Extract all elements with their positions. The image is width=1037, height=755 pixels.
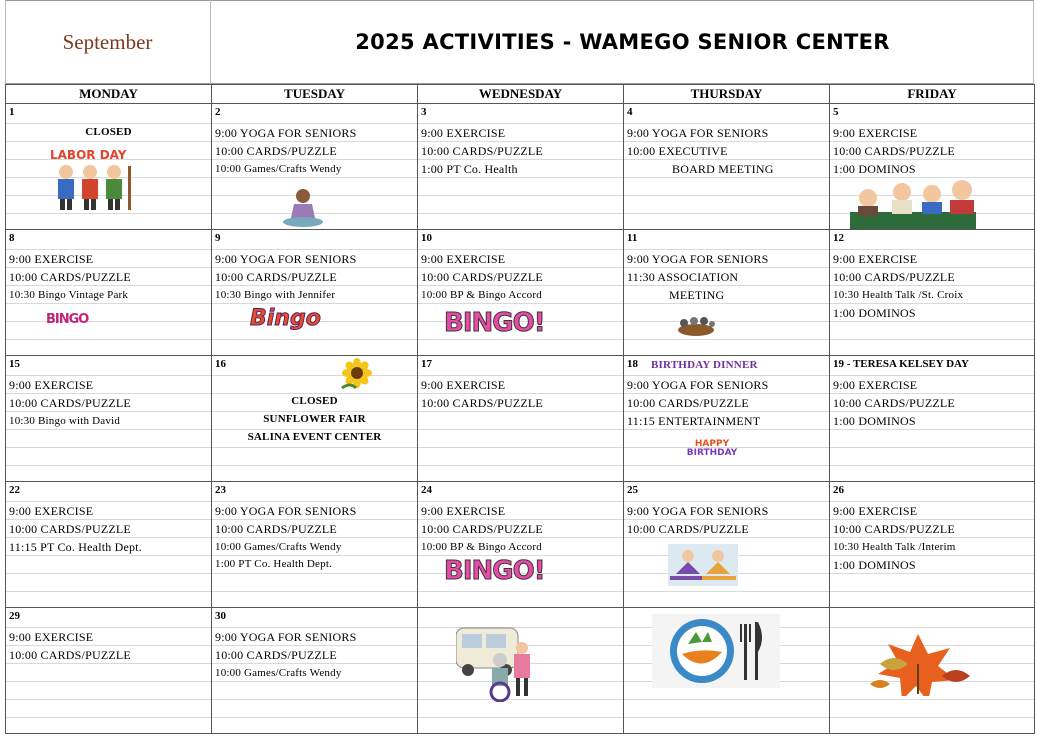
day-number: 29: [9, 610, 20, 622]
event-line: 1:00 DOMINOS: [833, 306, 916, 320]
event-line: 10:00 CARDS/PUZZLE: [215, 648, 337, 662]
event-line: 9:00 EXERCISE: [9, 378, 94, 392]
event-line: 9:00 EXERCISE: [421, 504, 506, 518]
event-line: 10:00 CARDS/PUZZLE: [215, 144, 337, 158]
empty-cell-wednesday: [418, 608, 624, 734]
event-line: 10:00 Games/Crafts Wendy: [215, 541, 342, 553]
event-line: 10:00 CARDS/PUZZLE: [627, 522, 749, 536]
day-number: 10: [421, 232, 432, 244]
day-number: 22: [9, 484, 20, 496]
day-cell-sep-26: [830, 482, 1035, 608]
day-number: 9: [215, 232, 221, 244]
bingo-icon: BINGO!: [444, 308, 545, 338]
event-line: 11:30 ASSOCIATION: [627, 270, 739, 284]
event-line: 10:00 BP & Bingo Accord: [421, 541, 542, 553]
day-cell-sep-9: [212, 230, 418, 356]
day-number: 15: [9, 358, 20, 370]
senior-transport-icon: [456, 624, 540, 702]
day-number: 19 - TERESA KELSEY DAY: [833, 358, 969, 370]
workers-icon: [52, 162, 142, 210]
birthday-dinner-label: BIRTHDAY DINNER: [651, 359, 758, 371]
meeting-table-icon: [676, 316, 716, 338]
autumn-leaves-icon: [860, 624, 976, 696]
event-line: 10:30 Health Talk /Interim: [833, 541, 956, 553]
day-number: 1: [9, 106, 15, 118]
day-cell-sep-15: [6, 356, 212, 482]
event-line: 9:00 EXERCISE: [9, 504, 94, 518]
event-line: 10:00 CARDS/PUZZLE: [833, 522, 955, 536]
day-cell-sep-29: [6, 608, 212, 734]
event-line: 10:00 CARDS/PUZZLE: [9, 396, 131, 410]
event-line: 9:00 EXERCISE: [833, 378, 918, 392]
happy-birthday-icon: [674, 440, 750, 458]
event-line: 9:00 YOGA FOR SENIORS: [627, 378, 769, 392]
closed-label: CLOSED: [85, 126, 132, 138]
day-cell-sep-18: [624, 356, 830, 482]
calendar-grid: [5, 84, 1034, 734]
event-line: 9:00 YOGA FOR SENIORS: [627, 126, 769, 140]
empty-cell-thursday: [624, 608, 830, 734]
event-line: 9:00 YOGA FOR SENIORS: [215, 252, 357, 266]
day-number: 26: [833, 484, 844, 496]
event-line: 10:00 CARDS/PUZZLE: [9, 522, 131, 536]
event-line: 9:00 YOGA FOR SENIORS: [627, 252, 769, 266]
event-line: 10:00 CARDS/PUZZLE: [627, 396, 749, 410]
day-header-friday: FRIDAY: [830, 84, 1035, 104]
labor-day-text: LABOR DAY: [50, 148, 127, 162]
event-line: 1:00 PT Co. Health: [421, 162, 518, 176]
event-line: 11:15 ENTERTAINMENT: [627, 414, 761, 428]
day-number: 23: [215, 484, 226, 496]
event-line: SALINA EVENT CENTER: [247, 431, 382, 443]
day-header-tuesday: TUESDAY: [212, 84, 418, 104]
day-number: 25: [627, 484, 638, 496]
day-cell-sep-1: [6, 104, 212, 230]
event-line: 9:00 YOGA FOR SENIORS: [215, 630, 357, 644]
day-cell-sep-5: [830, 104, 1035, 230]
day-cell-sep-22: [6, 482, 212, 608]
day-number: 4: [627, 106, 633, 118]
bingo-icon: BINGO: [46, 312, 89, 327]
event-line: 10:00 Games/Crafts Wendy: [215, 667, 342, 679]
event-line: 10:00 CARDS/PUZZLE: [421, 396, 543, 410]
event-line: 10:30 Bingo with David: [9, 415, 121, 427]
event-line: BOARD MEETING: [672, 162, 774, 176]
meal-plate-icon: [652, 614, 780, 688]
event-line: 10:00 CARDS/PUZZLE: [421, 522, 543, 536]
day-header-wednesday: WEDNESDAY: [418, 84, 624, 104]
event-line: 9:00 EXERCISE: [833, 252, 918, 266]
day-number: 8: [9, 232, 15, 244]
day-cell-sep-12: [830, 230, 1035, 356]
event-line: 10:00 CARDS/PUZZLE: [421, 270, 543, 284]
day-number: 16: [215, 358, 226, 370]
day-cell-sep-2: [212, 104, 418, 230]
event-line: 9:00 EXERCISE: [833, 126, 918, 140]
event-line: 10:00 BP & Bingo Accord: [421, 289, 542, 301]
event-line: 10:00 CARDS/PUZZLE: [9, 270, 131, 284]
event-line: 9:00 EXERCISE: [833, 504, 918, 518]
event-line: 1:00 DOMINOS: [833, 558, 916, 572]
event-line: 9:00 YOGA FOR SENIORS: [215, 126, 357, 140]
event-line: 10:00 CARDS/PUZZLE: [9, 648, 131, 662]
event-line: 10:00 CARDS/PUZZLE: [833, 396, 955, 410]
event-line: 10:00 CARDS/PUZZLE: [215, 270, 337, 284]
event-line: MEETING: [669, 288, 725, 302]
event-line: 9:00 YOGA FOR SENIORS: [627, 504, 769, 518]
event-line: 10:30 Bingo with Jennifer: [215, 289, 336, 301]
day-cell-sep-23: [212, 482, 418, 608]
day-number: 17: [421, 358, 432, 370]
seniors-yoga-icon: [668, 544, 738, 586]
event-line: 10:00 Games/Crafts Wendy: [215, 163, 342, 175]
birthday-text: BIRTHDAY: [686, 448, 738, 458]
event-line: 9:00 YOGA FOR SENIORS: [215, 504, 357, 518]
day-cell-sep-30: [212, 608, 418, 734]
month-label: September: [5, 0, 211, 84]
day-number: 12: [833, 232, 844, 244]
day-cell-sep-4: [624, 104, 830, 230]
day-cell-sep-3: [418, 104, 624, 230]
day-header-thursday: THURSDAY: [624, 84, 830, 104]
day-number: 2: [215, 106, 221, 118]
dominos-players-icon: [840, 176, 986, 230]
day-cell-sep-10: [418, 230, 624, 356]
day-number: 3: [421, 106, 427, 118]
bingo-icon: Bingo: [250, 306, 321, 331]
day-cell-sep-17: [418, 356, 624, 482]
event-line: 9:00 EXERCISE: [421, 126, 506, 140]
event-line: 10:00 CARDS/PUZZLE: [833, 144, 955, 158]
happy-text: HAPPY: [694, 439, 730, 449]
day-header-monday: MONDAY: [6, 84, 212, 104]
day-cell-sep-19: [830, 356, 1035, 482]
event-line: 10:30 Health Talk /St. Croix: [833, 289, 964, 301]
event-line: 1:00 DOMINOS: [833, 414, 916, 428]
day-number: 5: [833, 106, 839, 118]
day-cell-sep-25: [624, 482, 830, 608]
event-line: 10:00 CARDS/PUZZLE: [215, 522, 337, 536]
yoga-icon: [280, 188, 326, 228]
event-line: 9:00 EXERCISE: [421, 378, 506, 392]
event-line: 1:00 PT Co. Health Dept.: [215, 558, 333, 570]
closed-label: CLOSED: [291, 395, 338, 407]
event-line: 10:30 Bingo Vintage Park: [9, 289, 129, 301]
event-line: 9:00 EXERCISE: [9, 630, 94, 644]
page-title: 2025 ACTIVITIES - WAMEGO SENIOR CENTER: [355, 30, 890, 54]
event-line: 10:00 CARDS/PUZZLE: [833, 270, 955, 284]
event-line: 9:00 EXERCISE: [9, 252, 94, 266]
event-line: 1:00 DOMINOS: [833, 162, 916, 176]
sunflower-icon: [338, 358, 376, 392]
day-number: 18: [627, 358, 638, 370]
day-number: 11: [627, 232, 638, 244]
day-cell-sep-16: [212, 356, 418, 482]
event-line: 9:00 EXERCISE: [421, 252, 506, 266]
bingo-icon: BINGO!: [444, 556, 545, 586]
day-number: 30: [215, 610, 226, 622]
empty-cell-friday: [830, 608, 1035, 734]
day-cell-sep-11: [624, 230, 830, 356]
day-cell-sep-24: [418, 482, 624, 608]
event-line: SUNFLOWER FAIR: [263, 413, 366, 425]
day-cell-sep-8: [6, 230, 212, 356]
event-line: 10:00 EXECUTIVE: [627, 144, 728, 158]
event-line: 11:15 PT Co. Health Dept.: [9, 540, 142, 554]
event-line: 10:00 CARDS/PUZZLE: [421, 144, 543, 158]
day-number: 24: [421, 484, 432, 496]
